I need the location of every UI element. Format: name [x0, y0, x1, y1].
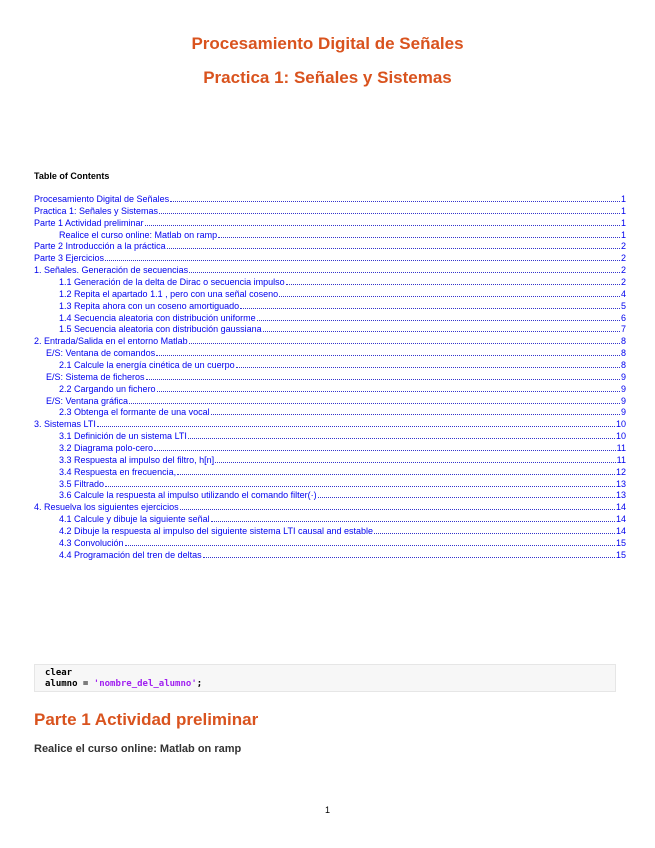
- toc-entry[interactable]: [34, 359, 626, 371]
- toc-leader-dots: [105, 252, 620, 261]
- toc-entry-title[interactable]: 1.2 Repita el apartado 1.1 , pero con una señal coseno: [59, 288, 279, 299]
- toc-entry[interactable]: [34, 217, 626, 229]
- toc-entry[interactable]: [34, 347, 626, 359]
- toc-entry[interactable]: [34, 276, 626, 288]
- toc-entry-title[interactable]: 2. Entrada/Salida en el entorno Matlab: [34, 336, 188, 347]
- toc-entry-page[interactable]: 13: [615, 490, 626, 501]
- toc-entry-page[interactable]: 13: [615, 478, 626, 489]
- toc-leader-dots: [236, 359, 620, 368]
- toc-entry-page[interactable]: 9: [620, 395, 626, 406]
- toc-leader-dots: [146, 371, 620, 380]
- toc-leader-dots: [189, 335, 620, 344]
- toc-entry-page[interactable]: 14: [615, 526, 626, 537]
- toc-entry[interactable]: [34, 466, 626, 478]
- toc-entry-title[interactable]: 2.3 Obtenga el formante de una vocal: [59, 407, 210, 418]
- toc-entry-page[interactable]: 11: [616, 454, 626, 465]
- toc-entry-page[interactable]: 8: [620, 348, 626, 359]
- section-subheading: Realice el curso online: Matlab on ramp: [34, 743, 242, 755]
- toc-leader-dots: [374, 525, 615, 534]
- code-line-assignment: [45, 679, 615, 690]
- toc-leader-dots: [97, 418, 615, 427]
- toc-leader-dots: [279, 288, 620, 297]
- toc-entry[interactable]: [34, 240, 626, 252]
- toc-leader-dots: [180, 501, 615, 510]
- toc-entry-title[interactable]: Practica 1: Señales y Sistemas: [34, 205, 159, 216]
- toc-entry-page[interactable]: 11: [616, 443, 626, 454]
- toc-entry-page[interactable]: 1: [620, 217, 626, 228]
- toc-leader-dots: [240, 300, 620, 309]
- toc-leader-dots: [318, 489, 615, 498]
- toc-entry[interactable]: [34, 478, 626, 490]
- toc-entry-title[interactable]: 3.3 Respuesta al impulso del filtro, h[n]: [59, 454, 215, 465]
- toc-entry[interactable]: [34, 300, 626, 312]
- toc-entry-title[interactable]: E/S: Ventana gráfica: [46, 395, 129, 406]
- toc-entry-title[interactable]: Parte 2 Introducción a la práctica: [34, 241, 166, 252]
- toc-leader-dots: [125, 537, 615, 546]
- toc-entry[interactable]: [34, 193, 626, 205]
- toc-entry[interactable]: [34, 549, 626, 561]
- document-subtitle: Practica 1: Señales y Sistemas: [203, 68, 452, 87]
- toc-entry-page[interactable]: 8: [620, 336, 626, 347]
- toc-leader-dots: [215, 454, 616, 463]
- toc-entry[interactable]: [34, 454, 626, 466]
- toc-leader-dots: [286, 276, 620, 285]
- toc-entry[interactable]: [34, 537, 626, 549]
- toc-entry-page[interactable]: 15: [615, 537, 626, 548]
- toc-entry-title[interactable]: Realice el curso online: Matlab on ramp: [59, 229, 218, 240]
- toc-entry[interactable]: [34, 229, 626, 241]
- toc-entry-title[interactable]: 4.2 Dibuje la respuesta al impulso del siguiente sistema LTI causal and estable: [59, 526, 374, 537]
- toc-entry-title[interactable]: Procesamiento Digital de Señales: [34, 194, 170, 204]
- toc-entry[interactable]: [34, 489, 626, 501]
- code-string-literal: 'nombre_del_alumno': [93, 679, 197, 689]
- toc-entry-page[interactable]: 1: [620, 229, 626, 240]
- toc-entry[interactable]: [34, 312, 626, 324]
- toc-leader-dots: [189, 264, 620, 273]
- toc-leader-dots: [177, 466, 615, 475]
- toc-entry[interactable]: [34, 205, 626, 217]
- toc-entry-title[interactable]: 3.5 Filtrado: [59, 478, 105, 489]
- toc-entry-title[interactable]: 2.1 Calcule la energía cinética de un cuerpo: [59, 360, 235, 371]
- toc-entry[interactable]: [34, 406, 626, 418]
- toc-entry-page[interactable]: 2: [620, 277, 626, 288]
- toc-entry[interactable]: [34, 383, 626, 395]
- toc-entry-page[interactable]: 14: [615, 514, 626, 525]
- toc-entry[interactable]: [34, 442, 626, 454]
- section-heading: Parte 1 Actividad preliminar: [34, 710, 259, 729]
- toc-entry-page[interactable]: 10: [615, 419, 626, 430]
- toc-entry-title[interactable]: Parte 1 Actividad preliminar: [34, 217, 144, 228]
- toc-leader-dots: [157, 383, 620, 392]
- code-block: [34, 664, 616, 692]
- toc-entry-title[interactable]: Parte 3 Ejercicios: [34, 253, 105, 264]
- toc-entry[interactable]: [34, 371, 626, 383]
- toc-leader-dots: [211, 513, 615, 522]
- toc-entry-page[interactable]: 8: [620, 360, 626, 371]
- toc-entry-title[interactable]: 1.3 Repita ahora con un coseno amortiguado: [59, 300, 240, 311]
- table-of-contents: [34, 193, 626, 561]
- toc-entry[interactable]: [34, 252, 626, 264]
- toc-entry-title[interactable]: 4.3 Convolución: [59, 537, 124, 548]
- toc-leader-dots: [218, 229, 620, 238]
- toc-entry[interactable]: [34, 418, 626, 430]
- toc-entry[interactable]: [34, 430, 626, 442]
- toc-entry-title[interactable]: 3. Sistemas LTI: [34, 419, 96, 430]
- toc-leader-dots: [167, 240, 620, 249]
- toc-entry-page[interactable]: 10: [615, 431, 626, 442]
- toc-entry-page[interactable]: 1: [620, 194, 626, 204]
- toc-entry-page[interactable]: 14: [615, 502, 626, 513]
- toc-entry-title[interactable]: 3.1 Definición de un sistema LTI: [59, 431, 187, 442]
- toc-entry-page[interactable]: 1: [620, 205, 626, 216]
- toc-leader-dots: [156, 347, 620, 356]
- toc-entry-page[interactable]: 2: [620, 241, 626, 252]
- toc-leader-dots: [159, 205, 620, 214]
- code-variable: alumno =: [45, 679, 94, 689]
- code-line-clear: clear: [45, 668, 73, 678]
- toc-leader-dots: [263, 323, 620, 332]
- toc-leader-dots: [257, 312, 620, 321]
- toc-leader-dots: [154, 442, 616, 451]
- toc-entry-title[interactable]: 1.4 Secuencia aleatoria con distribución uniforme: [59, 312, 256, 323]
- toc-entry-title[interactable]: E/S: Ventana de comandos: [46, 348, 156, 359]
- toc-entry-title[interactable]: 1. Señales. Generación de secuencias: [34, 265, 189, 276]
- toc-leader-dots: [211, 406, 620, 415]
- toc-entry-page[interactable]: 9: [620, 407, 626, 418]
- toc-entry-page[interactable]: 2: [620, 253, 626, 264]
- toc-entry-page[interactable]: 5: [620, 300, 626, 311]
- toc-entry-title[interactable]: 4.4 Programación del tren de deltas: [59, 549, 202, 560]
- toc-entry[interactable]: [34, 501, 626, 513]
- toc-entry-title[interactable]: 3.2 Diagrama polo-cero: [59, 443, 154, 454]
- toc-entry-page[interactable]: 15: [615, 549, 626, 560]
- toc-entry-title[interactable]: E/S: Sistema de ficheros: [46, 371, 145, 382]
- toc-entry-title[interactable]: 1.1 Generación de la delta de Dirac o secuencia impulso: [59, 277, 285, 288]
- toc-entry-page[interactable]: 6: [620, 312, 626, 323]
- toc-entry-title[interactable]: 4. Resuelva los siguientes ejercicios: [34, 502, 179, 513]
- toc-leader-dots: [170, 193, 620, 202]
- toc-entry[interactable]: [34, 335, 626, 347]
- toc-entry[interactable]: [34, 264, 626, 276]
- toc-entry-page[interactable]: 9: [620, 383, 626, 394]
- toc-entry-title[interactable]: 4.1 Calcule y dibuje la siguiente señal: [59, 514, 210, 525]
- toc-entry-page[interactable]: 12: [615, 466, 626, 477]
- toc-leader-dots: [188, 430, 615, 439]
- toc-entry[interactable]: [34, 513, 626, 525]
- toc-entry[interactable]: [34, 323, 626, 335]
- toc-leader-dots: [105, 478, 615, 487]
- toc-entry-page[interactable]: 2: [620, 265, 626, 276]
- toc-entry-page[interactable]: 4: [620, 288, 626, 299]
- toc-leader-dots: [129, 395, 620, 404]
- toc-entry-page[interactable]: 9: [620, 371, 626, 382]
- toc-entry[interactable]: [34, 525, 626, 537]
- toc-entry-page[interactable]: 7: [620, 324, 626, 335]
- toc-leader-dots: [203, 549, 615, 558]
- toc-heading: Table of Contents: [34, 171, 110, 181]
- page-number: 1: [324, 805, 330, 815]
- toc-entry-title[interactable]: 3.6 Calcule la respuesta al impulso utilizando el comando filter(·): [59, 490, 317, 501]
- code-semicolon: ;: [196, 679, 203, 689]
- toc-leader-dots: [145, 217, 620, 226]
- toc-entry[interactable]: [34, 288, 626, 300]
- toc-entry[interactable]: [34, 395, 626, 407]
- document-title: Procesamiento Digital de Señales: [191, 34, 464, 53]
- toc-entry-title[interactable]: 1.5 Secuencia aleatoria con distribución gaussiana: [59, 324, 262, 335]
- toc-entry-title[interactable]: 3.4 Respuesta en frecuencia,: [59, 466, 177, 477]
- toc-entry-title[interactable]: 2.2 Cargando un fichero: [59, 383, 156, 394]
